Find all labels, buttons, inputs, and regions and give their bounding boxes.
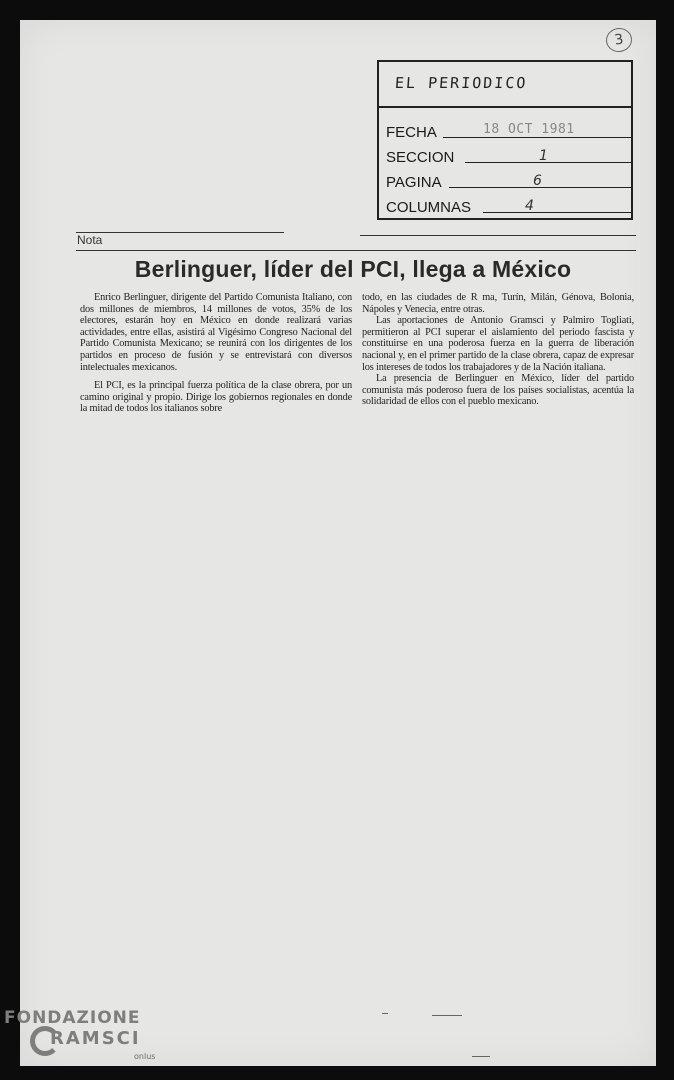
watermark-line-3: onlus: [134, 1052, 156, 1061]
headline: Berlinguer, líder del PCI, llega a México: [134, 256, 572, 282]
stamp-newspaper: EL PERIODICO: [394, 74, 529, 92]
nota-top-rule: [76, 232, 284, 233]
stamp-row-columnas: [379, 191, 631, 216]
article-column-1: [80, 292, 352, 415]
col2-paragraph-1: todo, en las ciudades de R ma, Turín, Milán, Génova, Bolonia, Nápoles y Venecia, entre otras.: [362, 292, 634, 315]
article-column-2: [362, 292, 634, 408]
col1-paragraph-1: Enrico Berlinguer, dirigente del Partido Comunista Italiano, con dos millones de miembros, 14 millones de votos, 35% de los electores, estarán hoy en México en donde realizará varias actividades, entre ellas, asistirá al Vigésimo Congreso Nacional del Partido Comunista Mexicano; se reunirá con los dirigentes de los partidos en proceso de fusión y se entrevistará con diversos intelectuales mexicanos.: [80, 292, 352, 373]
paper-mark: [382, 1013, 388, 1014]
watermark-line-1: FONDAZIONE: [4, 1008, 141, 1028]
stamp-columnas-value: 4: [525, 198, 534, 214]
stamp-columnas-label: COLUMNAS: [386, 199, 472, 216]
clipping-stamp: [377, 60, 633, 220]
stamp-seccion-label: SECCION: [386, 149, 455, 166]
headline-rule: [76, 250, 636, 251]
stamp-row-fecha: [379, 116, 631, 141]
stamp-seccion-line: [465, 162, 631, 163]
stamp-pagina-label: PAGINA: [386, 174, 442, 191]
watermark-logo: [4, 1008, 156, 1061]
watermark-line-2: RAMSCI: [50, 1028, 141, 1049]
col1-paragraph-2: El PCI, es la principal fuerza política de la clase obrera, por un camino original y propio. Dirige los gobiernos regionales en donde la mitad de todos los italianos sobre: [80, 380, 352, 415]
stamp-pagina-value: 6: [533, 173, 542, 189]
archive-number: 3: [604, 26, 633, 53]
stamp-row-pagina: [379, 166, 631, 191]
document-sheet: [20, 20, 656, 1066]
stamp-fecha-label: FECHA: [386, 124, 437, 141]
paper-mark: [472, 1056, 490, 1057]
col2-paragraph-3: La presencia de Berlinguer en México, líder del partido comunista más poderoso fuera de los países socialistas, acentúa la solidaridad de ellos con el pueblo mexicano.: [362, 373, 634, 408]
section-label: Nota: [77, 233, 103, 247]
paper-mark: [432, 1015, 462, 1016]
stamp-seccion-value: 1: [539, 148, 548, 164]
nota-top-rule-right: [360, 235, 636, 236]
stamp-fecha-line: [443, 137, 631, 138]
stamp-newspaper-box: [379, 62, 631, 108]
stamp-row-seccion: [379, 141, 631, 166]
col2-paragraph-2: Las aportaciones de Antonio Gramsci y Palmiro Togliati, permitieron al PCI superar el aislamiento del periodo fascista y constituirse en una poderosa fuerza en la guerra de liberación nacional y, en el primer partido de la clase obrera, capaz de expresar los intereses de todos los trabajadores y de la Nación italiana.: [362, 315, 634, 373]
stamp-columnas-line: [483, 212, 631, 213]
stamp-fecha-value: 18 OCT 1981: [483, 122, 575, 137]
